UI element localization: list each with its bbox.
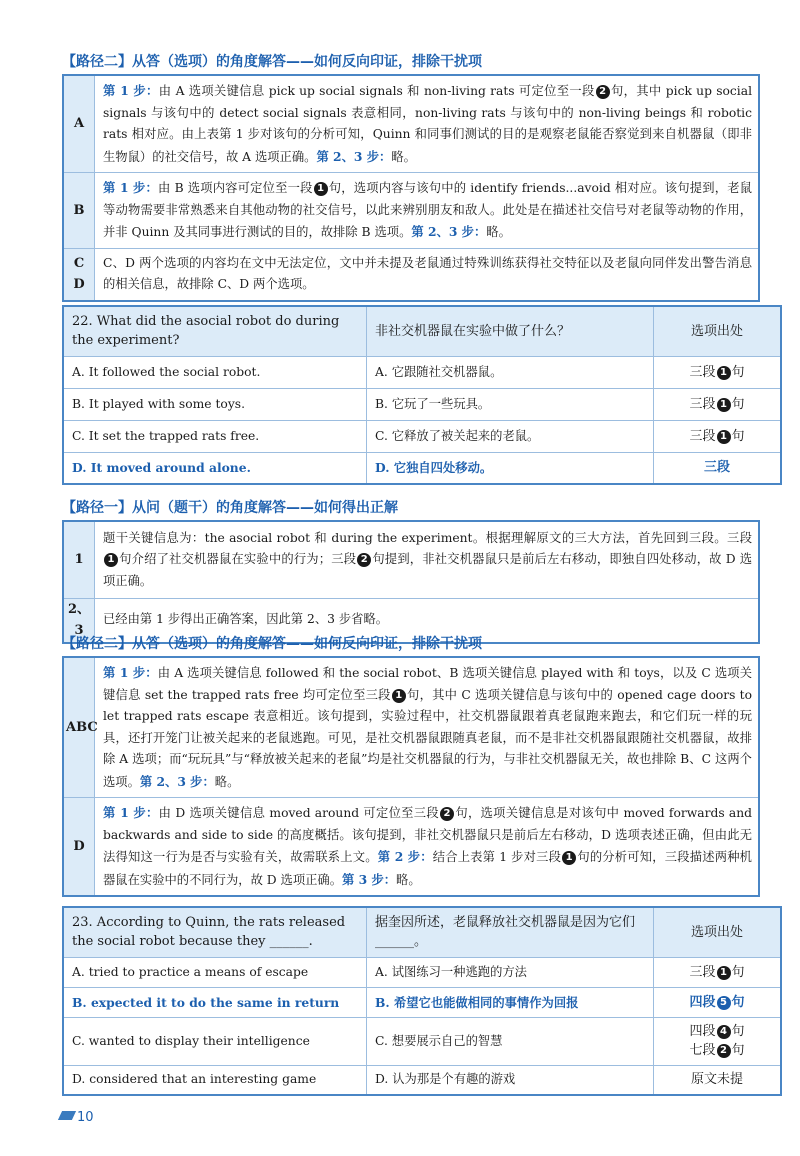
route2-heading: 【路径二】从答（选项）的角度解答——如何反向印证，排除干扰项 (62, 54, 482, 70)
sentence-number: 2 (357, 553, 371, 567)
table-row (63, 173, 759, 249)
sentence-number: 1 (717, 430, 731, 444)
option-zh: A. 它跟随社交机器鼠。 (367, 356, 654, 388)
option-en: D. considered that an interesting game (63, 1065, 367, 1095)
analysis-text (95, 657, 760, 798)
sentence-number: 1 (392, 689, 406, 703)
question-en: 22. What did the asocial robot do during the experiment? (63, 306, 367, 356)
page-footer (60, 1110, 94, 1125)
source-text: 四段 (689, 1024, 716, 1039)
option-en: C. It set the trapped rats free. (63, 420, 367, 452)
source-text: 三段 (689, 964, 716, 980)
option-zh: B. 希望它也能做相同的事情作为回报 (367, 987, 654, 1017)
step-label: 第 2 步： (377, 849, 433, 864)
sentence-number: 1 (562, 851, 576, 865)
table-header-row (63, 306, 781, 356)
sentence-number: 1 (717, 398, 731, 412)
step-label: 第 2、3 步： (411, 224, 487, 239)
text-span: 略。 (486, 225, 511, 239)
option-zh: C. 想要展示自己的智慧 (367, 1017, 654, 1065)
option-en: B. expected it to do the same in return (63, 987, 367, 1017)
text-span: 句，选项关键信息是对该句中 moved forwards and backwards and side to side 的高度概括。该句提到，非社交机器鼠只是前后左右移动，D 选项表述正确，但由此无法得知这一行为是否与实验有关，故需联系上文。 (103, 806, 752, 864)
source-text: 句 (731, 994, 745, 1010)
sentence-number: 1 (717, 966, 731, 980)
sentence-number: 4 (717, 1025, 731, 1039)
sentence-number: 1 (717, 366, 731, 380)
text-span: 句提到，非社交机器鼠只是前后左右移动，即独自四处移动，故 D 选项正确。 (103, 552, 752, 588)
table-row (63, 1065, 781, 1095)
text-span: 略。 (214, 774, 240, 789)
analysis-text: C、D 两个选项的内容均在文中无法定位，文中并未提及老鼠通过特殊训练获得社交特征以及老鼠向同伴发出警告消息的相关信息，故排除 C、D 两个选项。 (95, 248, 760, 301)
row-label: A (63, 75, 95, 173)
source-text: 四段 (689, 994, 716, 1010)
source-header: 选项出处 (654, 907, 782, 957)
option-source (654, 356, 782, 388)
sentence-number: 2 (440, 807, 454, 821)
text-span: 略。 (391, 149, 416, 164)
row-label: 1 (63, 521, 95, 598)
sentence-number: 1 (314, 182, 328, 196)
option-source: 三段 (654, 452, 782, 484)
step-label: 第 2、3 步： (139, 773, 215, 789)
option-source (654, 987, 782, 1017)
option-source (654, 1017, 782, 1065)
text-span: 由 B 选项内容可定位至一段 (157, 181, 313, 195)
analysis-text (95, 75, 760, 173)
text-span: 句介绍了社交机器鼠在实验中的行为；三段 (119, 552, 357, 566)
option-en: A. tried to practice a means of escape (63, 957, 367, 987)
text-span: 句，其中 pick up social signals 与该句中的 detect social signals 表意相同，non-living rats 与该句中的 non-living beings 和 robotic rats 相对应。由上表第 1 步对该句的分析可知，Quinn 和同事们测试的目的是观察老鼠能否察觉到来自机器鼠（即非生物鼠）的社交信号，故 A 选项正确。 (103, 84, 752, 164)
row-label: B (63, 173, 95, 249)
source-text: 七段 (689, 1043, 716, 1058)
table-row (63, 657, 759, 798)
source-text: 句 (731, 364, 745, 380)
source-text: 三段 (689, 428, 716, 444)
option-zh: D. 它独自四处移动。 (367, 452, 654, 484)
q22-route1-table (62, 520, 760, 644)
route2-heading: 【路径二】从答（选项）的角度解答——如何反向印证，排除干扰项 (62, 636, 482, 652)
option-source: 原文未提 (654, 1065, 782, 1095)
analysis-text (95, 521, 760, 598)
source-text: 句 (731, 964, 745, 980)
q21-route2-table (62, 74, 760, 302)
sentence-number: 2 (717, 1044, 731, 1058)
sentence-number: 2 (596, 85, 610, 99)
option-zh: A. 试图练习一种逃跑的方法 (367, 957, 654, 987)
text-span: 由 D 选项关键信息 moved around 可定位至三段 (158, 806, 440, 820)
option-source (654, 388, 782, 420)
table-row (63, 75, 759, 173)
step-label: 第 1 步： (103, 805, 159, 820)
step-label: 第 2、3 步： (316, 148, 392, 164)
row-label: ABC (63, 657, 95, 798)
analysis-text: 已经由第 1 步得出正确答案，因此第 2、3 步省略。 (95, 598, 760, 643)
table-row (63, 957, 781, 987)
table-row (63, 521, 759, 598)
source-text: 句 (731, 1043, 745, 1058)
page-number: 10 (77, 1110, 94, 1125)
source-header: 选项出处 (654, 306, 782, 356)
text-span: 句，选项内容与该句中的 identify friends...avoid 相对应。该句提到，老鼠等动物需要非常熟悉来自其他动物的社交信号，以此来辨别朋友和敌人。此处是在描述社交信号对老鼠等动物的作用，并非 Quinn 及其同事进行测试的目的，故排除 B 选项。 (103, 181, 753, 239)
option-en: D. It moved around alone. (63, 452, 367, 484)
text-span: 由 A 选项关键信息 pick up social signals 和 non-living rats 可定位至一段 (158, 84, 595, 98)
text-span: 句的分析可知，三段描述两种机器鼠在实验中的不同行为，故 D 选项正确。 (103, 850, 752, 887)
table-row-correct (63, 452, 781, 484)
table-row-correct (63, 987, 781, 1017)
source-text: 三段 (689, 364, 716, 380)
question-en: 23. According to Quinn, the rats released the social robot because they ______. (63, 907, 367, 957)
row-label: 2、3 (63, 598, 95, 643)
book-icon (58, 1111, 76, 1120)
table-header-row (63, 907, 781, 957)
route1-heading: 【路径一】从问（题干）的角度解答——如何得出正解 (62, 500, 398, 516)
text-span: 句，其中 C 选项关键信息与该句中的 opened cage doors to let trapped rats escape 表意相近。该句提到，实验过程中，社交机器鼠跟着真老鼠跑来跑去，和它们玩一样的玩具，还打开笼门让被关起来的老鼠逃跑。可见，是社交机器鼠跟随真老鼠，而不是非社交机器鼠跟随社交机器鼠，故排除 A 选项；而“玩玩具”与“释放被关起来的老鼠”均是社交机器鼠的行为，与非社交机器鼠无关，故也排除 B、C 这两个选项。 (103, 687, 752, 789)
text-span: 略。 (396, 872, 421, 887)
sentence-number: 1 (104, 553, 118, 567)
question-zh: 据奎因所述，老鼠释放社交机器鼠是因为它们______。 (367, 907, 654, 957)
option-en: A. It followed the social robot. (63, 356, 367, 388)
table-row (63, 248, 759, 301)
option-zh: B. 它玩了一些玩具。 (367, 388, 654, 420)
question-zh: 非社交机器鼠在实验中做了什么？ (367, 306, 654, 356)
source-text: 句 (731, 396, 745, 412)
step-label: 第 3 步： (342, 871, 397, 887)
analysis-text (95, 798, 760, 897)
table-row (63, 388, 781, 420)
sentence-number: 5 (717, 996, 731, 1010)
source-text: 三段 (689, 396, 716, 412)
table-row (63, 1017, 781, 1065)
source-text: 句 (731, 428, 745, 444)
table-row (63, 356, 781, 388)
option-source (654, 420, 782, 452)
step-label: 第 1 步： (103, 180, 158, 195)
table-row (63, 420, 781, 452)
text-span: 题干关键信息为：the asocial robot 和 during the experiment。根据理解原文的三大方法，首先回到三段。三段 (103, 530, 752, 545)
text-span: 由 A 选项关键信息 followed 和 the social robot、B 选项关键信息 played with 和 toys，以及 C 选项关键信息 set the trapped rats free 均可定位至三段 (103, 666, 752, 702)
step-label: 第 1 步： (103, 665, 158, 680)
q23-table (62, 906, 782, 1096)
row-label: C D (63, 248, 95, 301)
row-label: D (63, 798, 95, 897)
step-label: 第 1 步： (103, 83, 159, 98)
source-text: 句 (731, 1024, 745, 1039)
q22-route2-table (62, 656, 760, 897)
analysis-text (95, 173, 760, 249)
q22-table (62, 305, 782, 485)
option-en: C. wanted to display their intelligence (63, 1017, 367, 1065)
option-zh: D. 认为那是个有趣的游戏 (367, 1065, 654, 1095)
option-en: B. It played with some toys. (63, 388, 367, 420)
table-row (63, 798, 759, 897)
option-source (654, 957, 782, 987)
text-span: 结合上表第 1 步对三段 (432, 850, 562, 864)
option-zh: C. 它释放了被关起来的老鼠。 (367, 420, 654, 452)
